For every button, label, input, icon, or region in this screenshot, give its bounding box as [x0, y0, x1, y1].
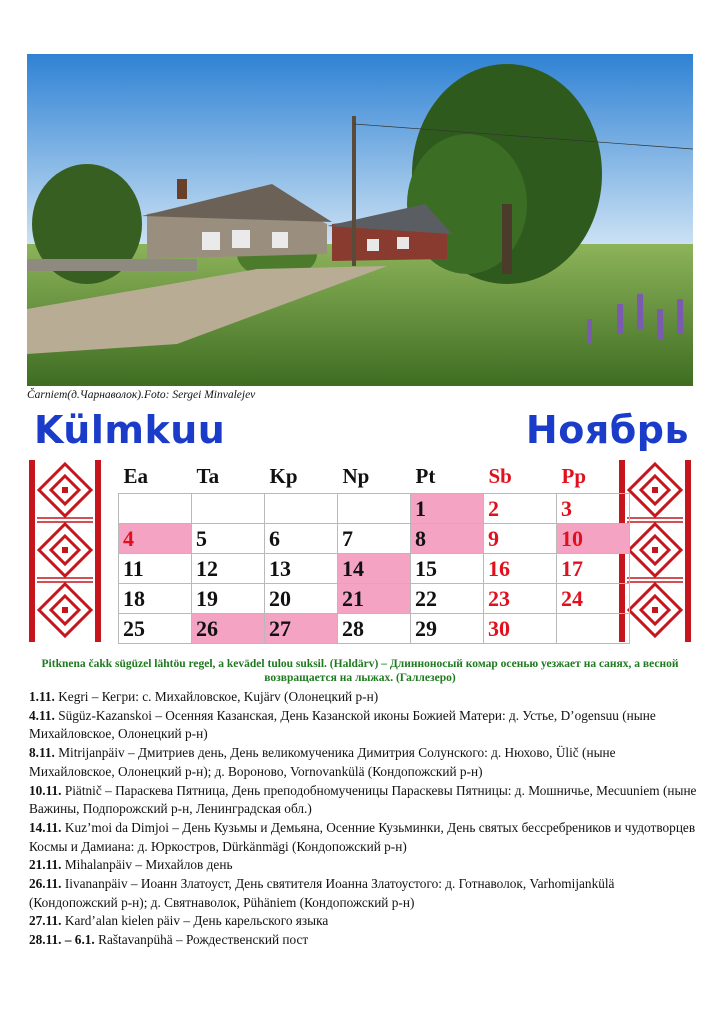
weekday-header: Pp — [561, 463, 587, 488]
event-item — [29, 875, 701, 912]
calendar-grid — [118, 459, 630, 644]
event-item — [29, 688, 701, 707]
day-cell: 25 — [119, 614, 192, 644]
event-text: Mitrijanpäiv – Дмитриев день, День великомученика Димитрия Солунского: д. Нюхово, Ülič (ныне Михайловское, Олонецкий р-н); д. Вороново, Vornovankülä (Кондопожский р-н) — [29, 745, 616, 779]
event-date: 28.11. – 6.1. — [29, 932, 95, 948]
event-text: Kard’alan kielen päiv – День карельского языка — [64, 913, 329, 929]
event-date: 21.11. — [29, 857, 62, 873]
day-cell — [192, 494, 265, 524]
photo-caption: Čarniem(д.Чарнаволок).Foto: Sergei Minvalejev — [27, 389, 256, 401]
day-cell — [119, 494, 192, 524]
week-row — [119, 524, 630, 554]
day-cell: 27 — [265, 614, 338, 644]
proverb-text: Pitknena čakk sügüzel lähtöu regel, a kevädel tulou suksil. (Haldärv) – Длинноносый комар осенью уезжает на санях, а весной возвращается на лыжах. (Галлезеро) — [41, 658, 679, 684]
weekday-header: Pt — [415, 463, 436, 488]
event-item — [29, 744, 701, 781]
event-item — [29, 819, 701, 856]
weekday-header-row — [119, 459, 630, 494]
day-cell: 14 — [338, 554, 411, 584]
event-date: 27.11. — [29, 913, 62, 929]
event-item — [29, 707, 701, 744]
day-cell: 29 — [411, 614, 484, 644]
ornament-left-icon — [29, 460, 101, 642]
month-title-russian: Ноябрь — [525, 408, 689, 452]
day-cell: 24 — [557, 584, 630, 614]
day-cell: 2 — [484, 494, 557, 524]
event-item — [29, 912, 701, 931]
day-cell — [557, 614, 630, 644]
day-cell: 3 — [557, 494, 630, 524]
landscape-photo — [27, 54, 693, 386]
day-cell: 18 — [119, 584, 192, 614]
weekday-header: Ta — [196, 463, 220, 488]
event-text: Kegri – Кегри: с. Михайловское, Kujärv (Олонецкий р-н) — [58, 689, 379, 704]
event-text: Piätnič – Параскева Пятница, День преподобномученицы Параскевы Пятницы: д. Мошничье, Mecuuniem (ныне Важины, Подпорожский р-н, Ленинградская обл.) — [29, 782, 697, 817]
day-cell: 7 — [338, 524, 411, 554]
day-cell — [265, 494, 338, 524]
day-cell: 23 — [484, 584, 557, 614]
week-row — [119, 494, 630, 524]
week-row — [119, 614, 630, 644]
day-cell: 15 — [411, 554, 484, 584]
day-cell: 5 — [192, 524, 265, 554]
day-cell: 13 — [265, 554, 338, 584]
week-row — [119, 584, 630, 614]
day-cell: 17 — [557, 554, 630, 584]
day-cell: 22 — [411, 584, 484, 614]
event-text: Mihalanpäiv – Михайлов день — [64, 857, 233, 873]
event-item — [29, 856, 701, 875]
weekday-header: Sb — [488, 463, 512, 488]
day-cell: 9 — [484, 524, 557, 554]
day-cell: 20 — [265, 584, 338, 614]
event-date: 26.11. — [29, 876, 62, 892]
day-cell: 30 — [484, 614, 557, 644]
day-cell: 16 — [484, 554, 557, 584]
day-cell: 26 — [192, 614, 265, 644]
event-text: Sügüz-Kazanskoi – Осенняя Казанская, День Казанской иконы Божией Матери: д. Устье, D’ogensuu (ныне Михайловское, Олонецкий р-н) — [29, 707, 656, 742]
event-item — [29, 782, 701, 819]
day-cell: 28 — [338, 614, 411, 644]
day-cell: 8 — [411, 524, 484, 554]
day-cell: 4 — [119, 524, 192, 554]
event-item — [29, 931, 701, 950]
day-cell: 12 — [192, 554, 265, 584]
event-date: 10.11. — [29, 782, 62, 798]
weekday-header: Ea — [123, 463, 149, 488]
day-cell — [338, 494, 411, 524]
event-date: 8.11. — [29, 745, 55, 761]
event-date: 1.11. — [29, 689, 55, 704]
weekday-header: Np — [342, 463, 370, 488]
events-list — [29, 688, 701, 950]
event-text: Raštavanpühä – Рождественский пост — [98, 932, 309, 948]
event-date: 4.11. — [29, 707, 55, 723]
day-cell: 19 — [192, 584, 265, 614]
weekday-header: Kp — [269, 463, 298, 488]
calendar-body — [119, 494, 630, 644]
day-cell: 11 — [119, 554, 192, 584]
day-cell: 6 — [265, 524, 338, 554]
week-row — [119, 554, 630, 584]
day-cell: 1 — [411, 494, 484, 524]
month-title-karelian: Külmkuu — [34, 408, 226, 452]
day-cell: 21 — [338, 584, 411, 614]
day-cell: 10 — [557, 524, 630, 554]
event-date: 14.11. — [29, 819, 62, 835]
event-text: Iivananpäiv – Иоанн Златоуст, День святителя Иоанна Златоустого: д. Готнаволок, Varhomijankülä (Кондопожский р-н); д. Святнаволок, Pühäniem (Кондопожский р-н) — [29, 876, 615, 910]
event-text: Kuz’moi da Dimjoi – День Кузьмы и Демьяна, Осенние Кузьминки, День святых бессребреников и чудотворцев Космы и Дамиана: д. Юркостров, Dürkänmägi (Кондопожский р-н) — [29, 819, 696, 854]
